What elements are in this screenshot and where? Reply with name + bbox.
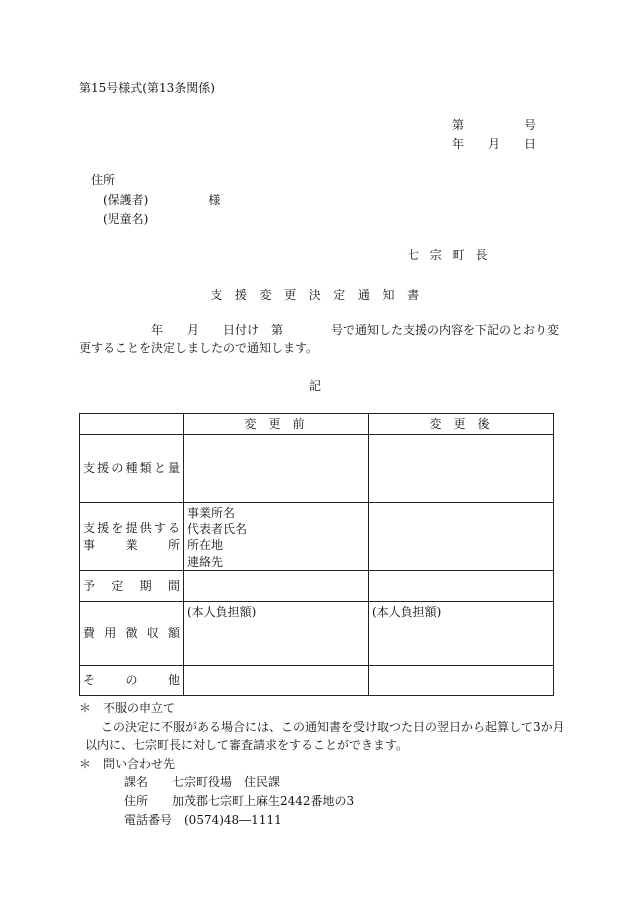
- change-table: [79, 413, 554, 696]
- contact-address-label: 住所: [124, 793, 149, 808]
- row-label-provider-line1: 支援を提供する: [83, 521, 180, 536]
- cell-after-fee[interactable]: (本人負担額): [369, 602, 554, 666]
- contact-phone: [79, 811, 565, 830]
- dept-value: 七宗町役場 住民課: [172, 775, 281, 790]
- table-row: [80, 666, 554, 696]
- form-number: 第15号様式(第13条関係): [79, 81, 215, 95]
- document-date-line: 年 月 日: [452, 137, 537, 151]
- document-title: 支援変更決定通知書: [210, 288, 432, 302]
- cell-after[interactable]: [369, 571, 554, 602]
- provider-contact-label: 連絡先: [187, 554, 224, 569]
- cell-before-fee[interactable]: (本人負担額): [184, 602, 369, 666]
- guardian-label: (保護者): [103, 193, 149, 207]
- table-row: [80, 435, 554, 503]
- table-header-row: [80, 414, 554, 435]
- guardian-line: [103, 192, 220, 208]
- address-label: 住所: [91, 173, 116, 187]
- table-row: [80, 602, 554, 666]
- row-label-other: その他: [80, 666, 184, 696]
- contact-address: [79, 792, 565, 811]
- body-text: 年 月 日付け 第 号で通知した支援の内容を下記のとおり変更することを決定しましたので通知します。: [79, 323, 560, 355]
- header-after: 変更後: [369, 414, 554, 435]
- row-label-fee: 費用徴収額: [80, 602, 184, 666]
- notes-section: [79, 699, 565, 829]
- objection-line1: この決定に不服がある場合には、この通知書を受け取つた日の翌日から起算して3か月: [101, 719, 565, 734]
- child-label: (児童名): [103, 212, 149, 226]
- cell-before[interactable]: [184, 435, 369, 503]
- provider-name-label: 事業所名: [187, 506, 236, 520]
- document-number-line: 第 号: [452, 118, 537, 132]
- row-label-support-type: 支援の種類と量: [80, 435, 184, 503]
- row-label-provider-line2: 事 業 所: [83, 537, 180, 552]
- row-label-period: 予定期間: [80, 571, 184, 602]
- cell-after[interactable]: [369, 503, 554, 571]
- phone-label: 電話番号: [124, 812, 173, 827]
- issuer: 七宗町長: [407, 248, 499, 262]
- contact-address-value: 加茂郡七宗町上麻生2442番地の3: [172, 793, 355, 808]
- cell-after[interactable]: [369, 435, 554, 503]
- phone-value: (0574)48―1111: [184, 812, 282, 827]
- objection-line2: 以内に、七宗町長に対して審査請求をすることができます。: [85, 738, 409, 753]
- ki-label: 記: [308, 379, 321, 393]
- row-label-provider: [80, 503, 184, 571]
- table-row: [80, 571, 554, 602]
- table-row: [80, 503, 554, 571]
- cell-before[interactable]: [184, 571, 369, 602]
- header-blank-cell: [80, 414, 184, 435]
- cell-after[interactable]: [369, 666, 554, 696]
- contact-dept: [79, 773, 565, 792]
- objection-heading: ＊ 不服の申立て: [79, 701, 176, 715]
- provider-location-label: 所在地: [187, 538, 224, 553]
- dept-label: 課名: [124, 775, 149, 790]
- header-before: 変更前: [184, 414, 369, 435]
- honorific: 様: [208, 193, 221, 207]
- cell-before[interactable]: [184, 666, 369, 696]
- contact-heading: ＊ 問い合わせ先: [79, 756, 176, 771]
- provider-rep-label: 代表者氏名: [187, 522, 248, 537]
- cell-before-provider[interactable]: [184, 503, 369, 571]
